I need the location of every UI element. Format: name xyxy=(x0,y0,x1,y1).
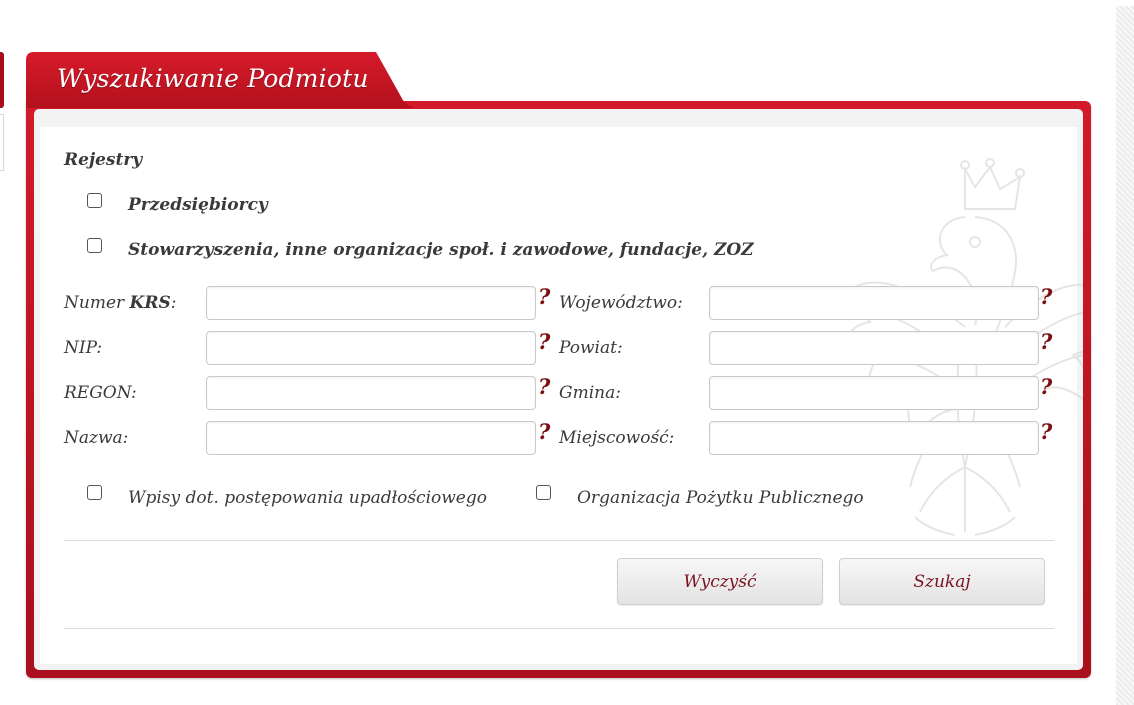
wojewodztwo-help-icon[interactable]: ? xyxy=(1040,284,1053,309)
gmina-help-icon[interactable]: ? xyxy=(1040,374,1053,399)
divider-bottom xyxy=(64,628,1054,629)
clear-button[interactable]: Wyczyść xyxy=(617,558,823,605)
nip-help-icon[interactable]: ? xyxy=(538,329,551,354)
miejscowosc-label: Miejscowość: xyxy=(559,428,675,448)
nazwa-input[interactable] xyxy=(206,421,536,455)
opp-checkbox[interactable] xyxy=(536,485,551,500)
krs-input[interactable] xyxy=(206,286,536,320)
nazwa-help-icon[interactable]: ? xyxy=(538,419,551,444)
nip-input[interactable] xyxy=(206,331,536,365)
divider-top xyxy=(64,540,1054,541)
side-tab-inactive[interactable] xyxy=(0,114,4,171)
wojewodztwo-input[interactable] xyxy=(709,286,1039,320)
krs-help-icon[interactable]: ? xyxy=(538,284,551,309)
side-tab-active[interactable] xyxy=(0,52,4,108)
opp-label: Organizacja Pożytku Publicznego xyxy=(577,488,864,508)
krs-label xyxy=(64,293,176,313)
gmina-input[interactable] xyxy=(709,376,1039,410)
powiat-help-icon[interactable]: ? xyxy=(1040,329,1053,354)
register-label-stowarzyszenia: Stowarzyszenia, inne organizacje społ. i zawodowe, fundacje, ZOZ xyxy=(128,240,754,260)
nazwa-label: Nazwa: xyxy=(64,428,129,448)
powiat-label: Powiat: xyxy=(559,338,623,358)
search-button[interactable]: Szukaj xyxy=(839,558,1045,605)
wojewodztwo-label: Województwo: xyxy=(559,293,683,313)
miejscowosc-help-icon[interactable]: ? xyxy=(1040,419,1053,444)
registers-label: Rejestry xyxy=(64,150,143,170)
bankruptcy-label: Wpisy dot. postępowania upadłościowego xyxy=(128,488,487,508)
regon-help-icon[interactable]: ? xyxy=(538,374,551,399)
page-title: Wyszukiwanie Podmiotu xyxy=(57,64,369,93)
nip-label: NIP: xyxy=(64,338,103,358)
regon-label: REGON: xyxy=(64,383,137,403)
register-label-przedsiebiorcy: Przedsiębiorcy xyxy=(128,195,268,215)
register-checkbox-przedsiebiorcy[interactable] xyxy=(87,193,102,208)
page-scrollbar[interactable] xyxy=(1116,6,1134,705)
register-checkbox-stowarzyszenia[interactable] xyxy=(87,238,102,253)
title-tab xyxy=(26,52,414,108)
krs-label-prefix: Numer xyxy=(64,293,130,313)
bankruptcy-checkbox[interactable] xyxy=(87,485,102,500)
miejscowosc-input[interactable] xyxy=(709,421,1039,455)
powiat-input[interactable] xyxy=(709,331,1039,365)
krs-label-suffix: : xyxy=(170,293,177,313)
regon-input[interactable] xyxy=(206,376,536,410)
gmina-label: Gmina: xyxy=(559,383,621,403)
krs-label-bold: KRS xyxy=(129,293,171,313)
